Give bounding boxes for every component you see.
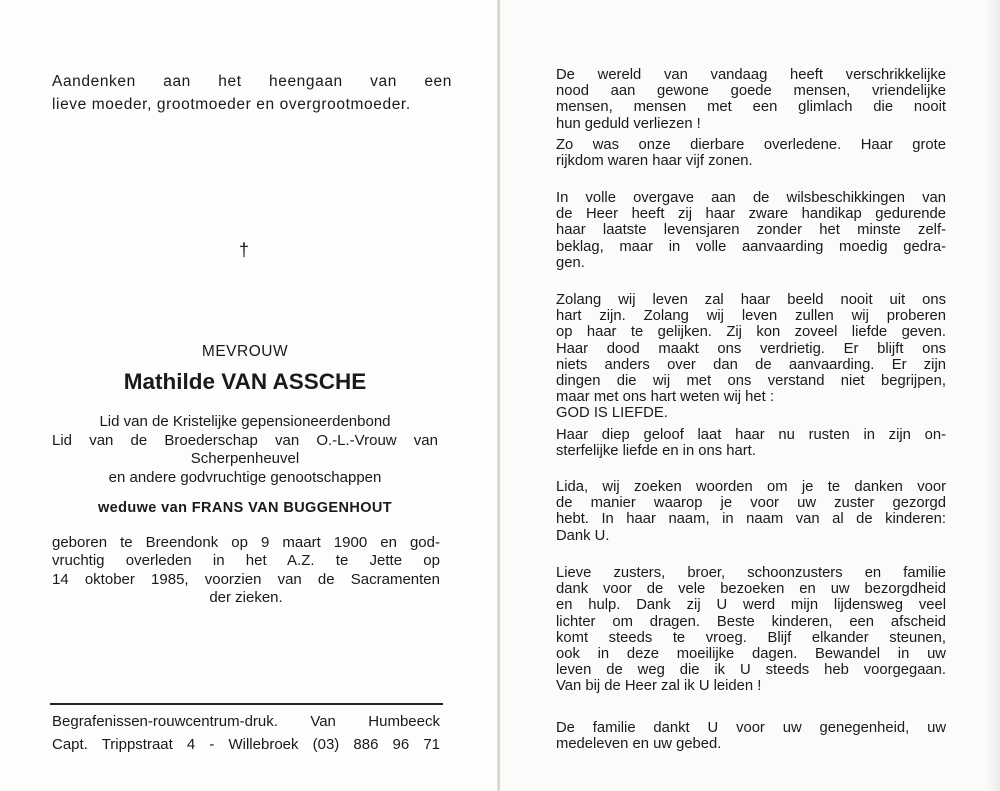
cross-symbol: † bbox=[238, 240, 249, 260]
text-line: leven de weg die ik U steeds heb voorgegaan. bbox=[556, 662, 946, 679]
paragraph-lida bbox=[556, 479, 946, 544]
biography-line: 14 oktober 1985, voorzien van de Sacramenten bbox=[52, 570, 440, 588]
membership-line: Lid van de Broederschap van O.-L.-Vrouw van bbox=[52, 431, 438, 449]
text-line: beklag, maar in volle aanvaarding moedig gedra- bbox=[556, 238, 946, 255]
intro-line: Aandenken aan het heengaan van een bbox=[52, 73, 452, 90]
text-line: hun geduld verliezen ! bbox=[556, 115, 701, 132]
honorific-title: MEVROUW bbox=[201, 343, 289, 360]
text-line: dingen die wij met ons verstand niet begrijpen, bbox=[556, 373, 946, 390]
text-line: hebt. In haar naam, in naam van al de kinderen: bbox=[556, 511, 946, 528]
text-line: De familie dankt U voor uw genegenheid, uw bbox=[556, 720, 946, 736]
text-line: De wereld van vandaag heeft verschrikkelijke bbox=[556, 67, 946, 83]
page-edge-shadow bbox=[986, 0, 1000, 791]
text-line: Haar dood maakt ons verdrietig. Er blijft ons bbox=[556, 340, 946, 357]
text-line: nood aan gewone goede mensen, vriendelijke bbox=[556, 83, 946, 100]
text-line: Zolang wij leven zal haar beeld nooit uit ons bbox=[556, 292, 946, 308]
biography-line: der zieken. bbox=[209, 588, 283, 606]
paragraph-devotion bbox=[556, 190, 946, 271]
text-line: In volle overgave aan de wilsbeschikkingen van bbox=[556, 190, 946, 206]
text-line: dank voor de vele bezoeken en uw bezorgdheid bbox=[556, 581, 946, 598]
text-line: sterfelijke liefde en in ons hart. bbox=[556, 443, 756, 460]
text-line: medeleven en uw gebed. bbox=[556, 736, 722, 753]
biography-line: geboren te Breendonk op 9 maart 1900 en god- bbox=[52, 534, 440, 551]
intro-line: lieve moeder, grootmoeder en overgrootmoeder. bbox=[52, 96, 411, 113]
printer-line: Begrafenissen-rouwcentrum-druk. Van Humbeeck bbox=[52, 713, 440, 730]
text-line: Dank U. bbox=[556, 527, 610, 544]
membership-line: en andere godvruchtige genootschappen bbox=[108, 468, 382, 486]
biography bbox=[52, 534, 440, 607]
text-line: de Heer heeft zij haar zware handikap gedurende bbox=[556, 206, 946, 223]
deceased-name: Mathilde VAN ASSCHE bbox=[123, 369, 367, 394]
text-line: haar laatste levensjaren zonder het minste zelf- bbox=[556, 222, 946, 239]
text-line: op haar te gelijken. Zij kon zoveel liefde geven. bbox=[556, 324, 946, 341]
text-line: lichter om dragen. Beste kinderen, een afscheid bbox=[556, 613, 946, 630]
membership-line: Lid van de Kristelijke gepensioneerdenbond bbox=[99, 413, 391, 430]
text-line: de manier waarop je voor uw zuster gezorgd bbox=[556, 495, 946, 512]
paragraph-remembrance bbox=[556, 292, 946, 422]
text-line: GOD IS LIEFDE. bbox=[556, 405, 668, 422]
text-line: ook in deze moeilijke dagen. Bewandel in uw bbox=[556, 646, 946, 663]
printer-info bbox=[52, 710, 440, 756]
printer-line: Capt. Trippstraat 4 - Willebroek (03) 886 96 71 bbox=[52, 736, 440, 753]
paragraph-family bbox=[556, 565, 946, 695]
paragraph-faith bbox=[556, 427, 946, 459]
paragraph-deceased bbox=[556, 137, 946, 169]
text-line: komt steeds te vroeg. Blijf elkander steunen, bbox=[556, 629, 946, 646]
text-line: rijkdom waren haar vijf zonen. bbox=[556, 153, 753, 170]
text-line: Van bij de Heer zal ik U leiden ! bbox=[556, 678, 762, 695]
text-line: Lida, wij zoeken woorden om je te danken voor bbox=[556, 479, 946, 495]
widow-of: weduwe van FRANS VAN BUGGENHOUT bbox=[97, 500, 393, 516]
paragraph-world bbox=[556, 67, 946, 132]
text-line: hart zijn. Zolang wij leven zullen wij proberen bbox=[556, 308, 946, 325]
paragraph-thanks bbox=[556, 720, 946, 752]
memberships bbox=[52, 413, 438, 487]
left-card-page bbox=[0, 0, 497, 791]
biography-line: vruchtig overleden in het A.Z. te Jette op bbox=[52, 552, 440, 570]
divider-rule bbox=[50, 703, 443, 705]
membership-line: Scherpenheuvel bbox=[190, 450, 300, 467]
intro-text bbox=[52, 70, 452, 116]
text-line: gen. bbox=[556, 254, 585, 271]
text-line: maar met ons hart weten wij het : bbox=[556, 389, 774, 406]
text-line: niets anders over dan de aanvaarding. Er zijn bbox=[556, 356, 946, 373]
text-line: en hulp. Dank zij U werd mijn lijdensweg veel bbox=[556, 597, 946, 614]
text-line: Lieve zusters, broer, schoonzusters en familie bbox=[556, 565, 946, 581]
text-line: Haar diep geloof laat haar nu rusten in zijn on- bbox=[556, 427, 946, 443]
text-line: mensen, mensen met een glimlach die nooit bbox=[556, 99, 946, 116]
text-line: Zo was onze dierbare overledene. Haar grote bbox=[556, 137, 946, 153]
